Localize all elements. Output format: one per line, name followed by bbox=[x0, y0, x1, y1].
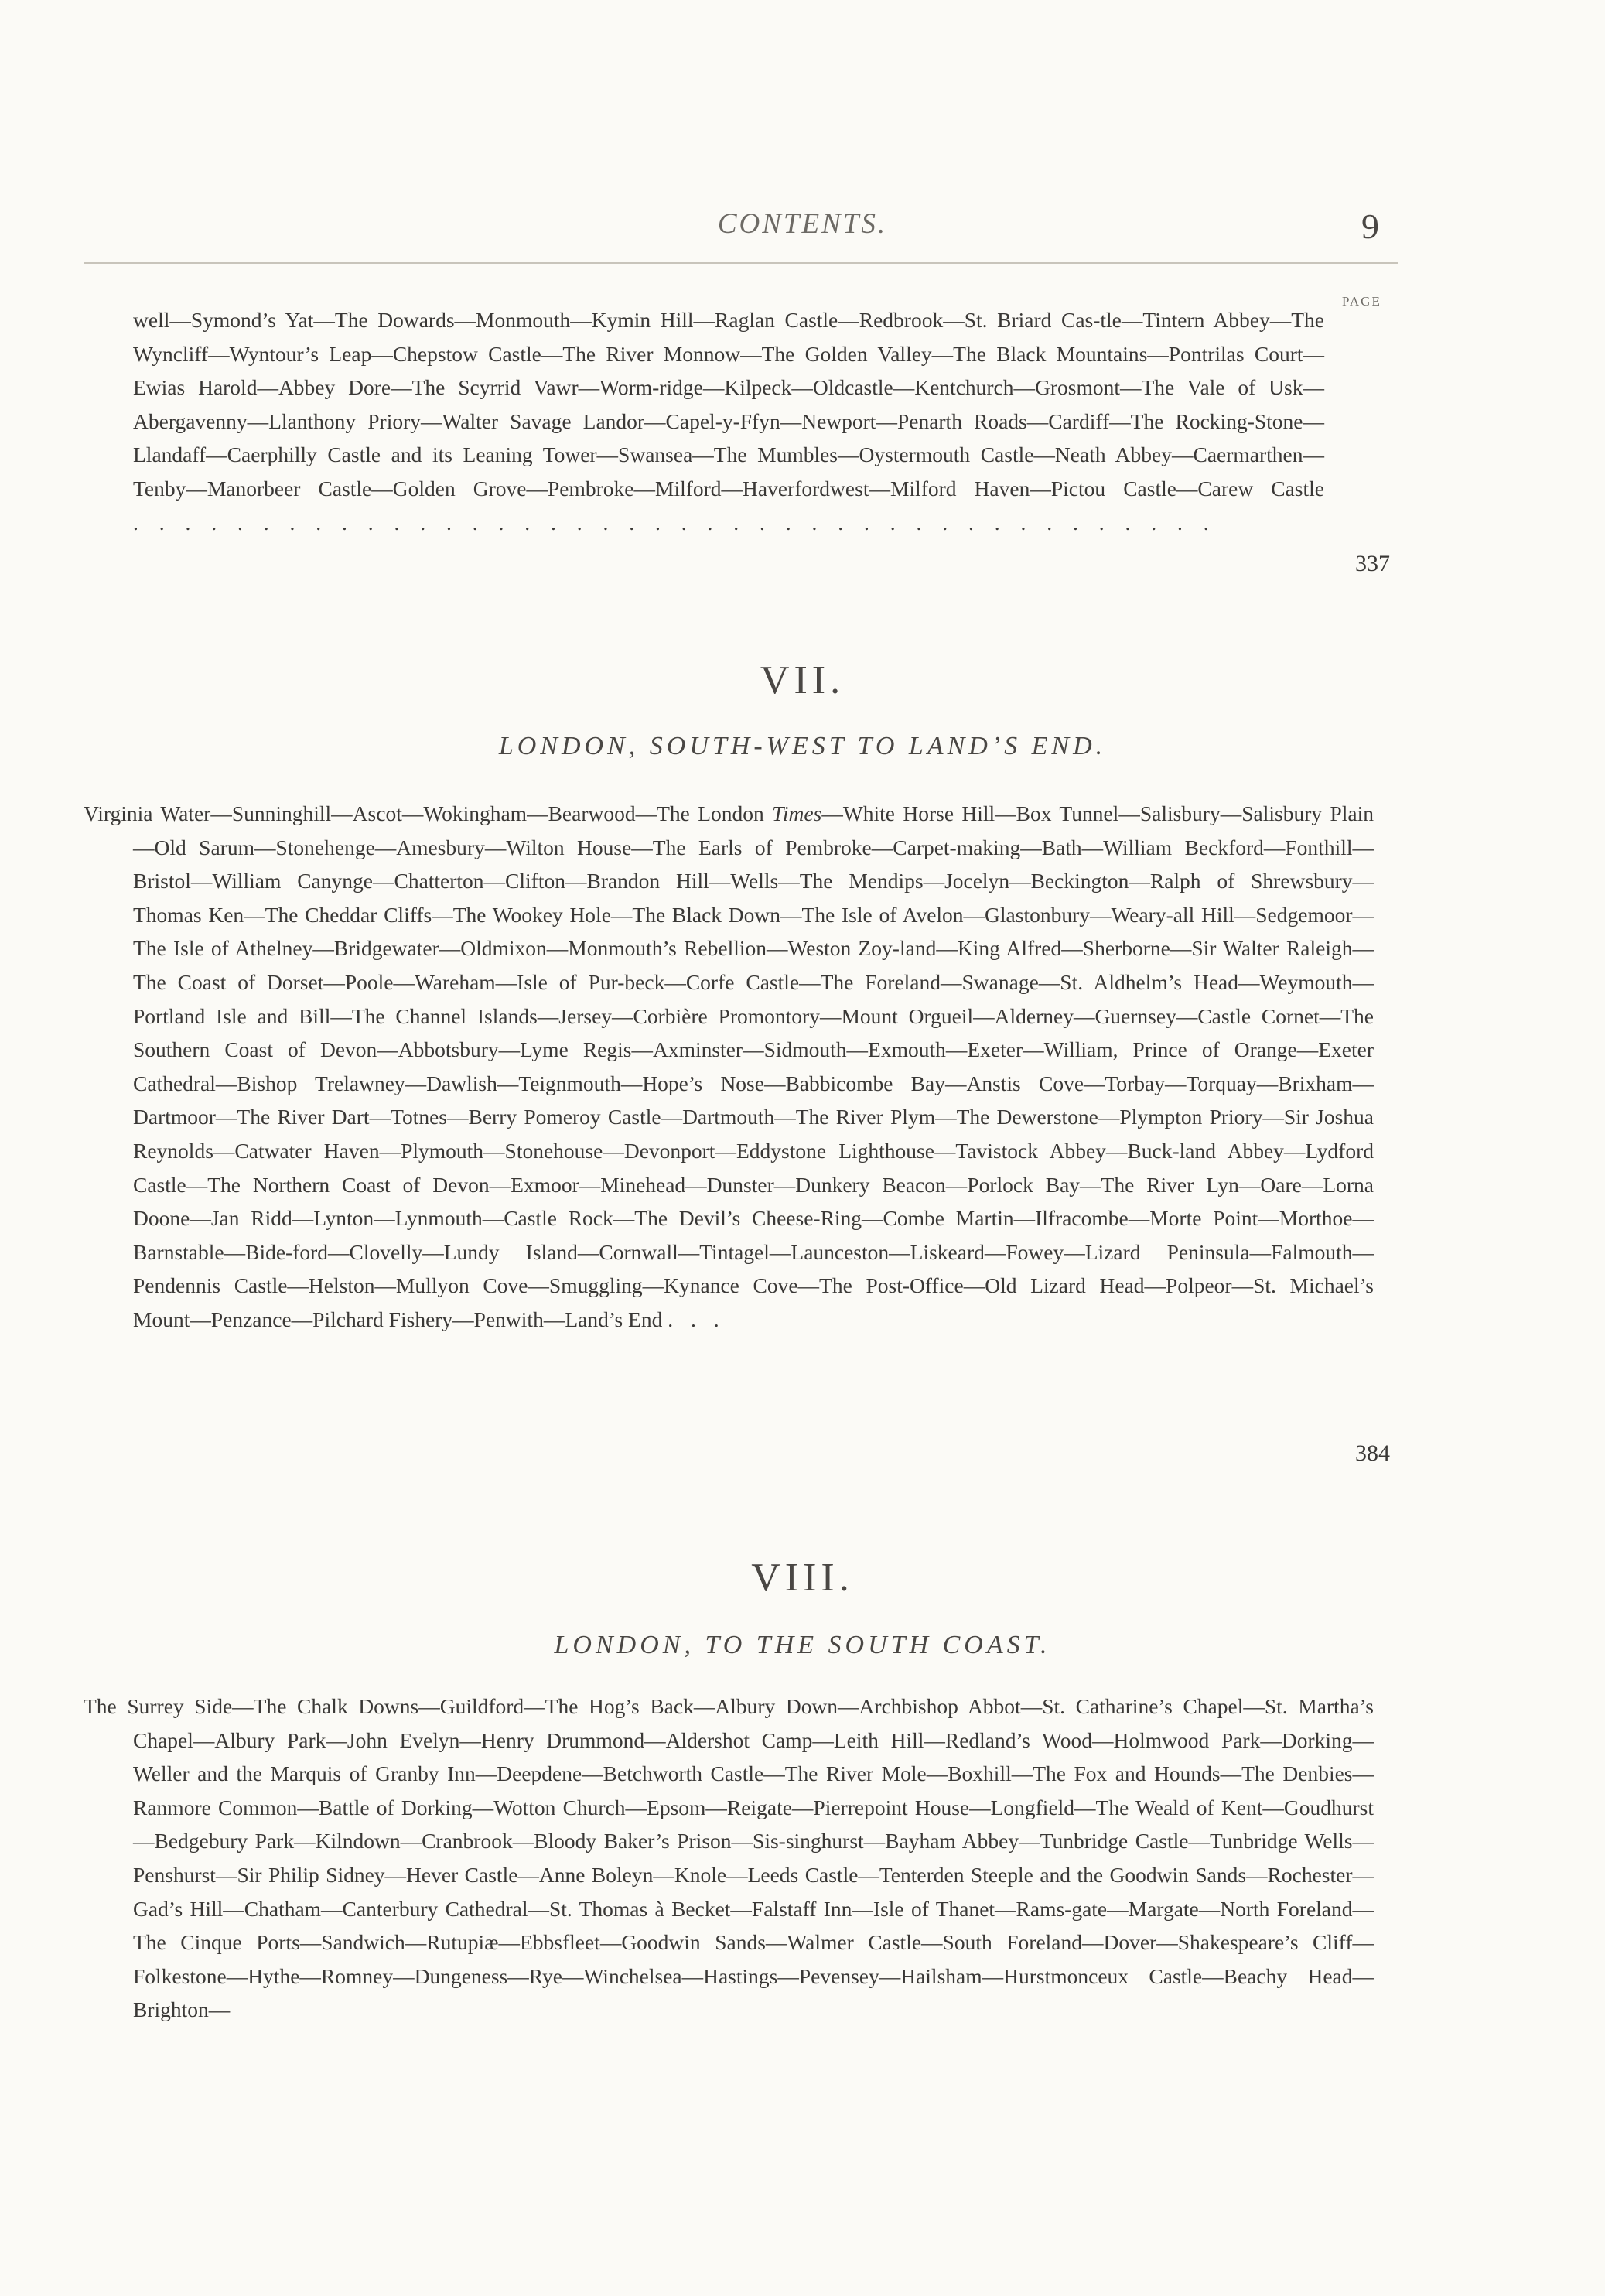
header-rule bbox=[84, 262, 1398, 264]
page-reference: 337 bbox=[1355, 551, 1390, 576]
section-title: LONDON, TO THE SOUTH COAST. bbox=[554, 1631, 1051, 1659]
dot-leader: . . . . . . . . . . . . . . . . . . . . . . . . . . . . . . . . . . . . . . . . . . bbox=[133, 510, 1217, 535]
section-vii-text: —White Horse Hill—Box Tunnel—Salisbury—Salisbury Plain—Old Sarum—Stonehenge—Amesbury—Wilton House—The Earls of Pembroke—Carpet-making—Bath—William Beckford—Fonthill—Bristol—William Canynge—Chatterton—Clifton—Brandon Hill—Wells—The Mendips—Jocelyn—Beckington—Ralph of Shrewsbury—Thomas Ken—The Cheddar Cliffs—The Wookey Hole—The Black Down—The Isle of Avelon—Glastonbury—Weary-all Hill—Sedgemoor—The Isle of Athelney—Bridgewater—Oldmixon—Monmouth’s Rebellion—Weston Zoy-land—King Alfred—Sherborne—Sir Walter Raleigh—The Coast of Dorset—Poole—Wareham—Isle of Pur-beck—Corfe Castle—The Foreland—Swanage—St. Aldhelm’s Head—Weymouth—Portland Isle and Bill—The Channel Islands—Jersey—Corbière Promontory—Mount Orgueil—Alderney—Guernsey—Castle Cornet—The Southern Coast of Devon—Abbotsbury—Lyme Regis—Axminster—Sidmouth—Exmouth—Exeter—William, Prince of Orange—Exeter Cathedral—Bishop Trelawney—Dawlish—Teignmouth—Hope’s Nose—Babbicombe Bay—Anstis Cove—Torbay—Torquay—Brixham—Dartmoor—The River Dart—Totnes—Berry Pomeroy Castle—Dartmouth—The River Plym—The Dewerstone—Plympton Priory—Sir Joshua Reynolds—Catwater Haven—Plymouth—Stonehouse—Devonport—Eddystone Lighthouse—Tavistock Abbey—Buck-land Abbey—Lydford Castle—The Northern Coast of Devon—Exmoor—Minehead—Dunster—Dunkery Beacon—Porlock Bay—The River Lyn—Oare—Lorna Doone—Jan Ridd—Lynton—Lynmouth—Castle Rock—The Devil’s Cheese-Ring—Combe Martin—Ilfracombe—Morte Point—Morthoe—Barnstable—Bide-ford—Clovelly—Lundy Island—Cornwall—Tintagel—Launceston—Liskeard—Fowey—Lizard Peninsula—Falmouth—Pendennis Castle—Helston—Mullyon Cove—Smuggling—Kynance Cove—The Post-Office—Old Lizard Head—Polpeor—St. Michael’s Mount—Penzance—Pilchard Fishery—Penwith—Land’s End bbox=[133, 801, 1374, 1331]
section-viii-contents bbox=[84, 1690, 1374, 2027]
page-reference: 384 bbox=[1355, 1440, 1390, 1466]
section-vi-text: well—Symond’s Yat—The Dowards—Monmouth—Kymin Hill—Raglan Castle—Redbrook—St. Briard Cas-tle—Tintern Abbey—The Wyncliff—Wyntour’s Leap—Chepstow Castle—The River Monnow—The Golden Valley—The Black Mountains—Pontrilas Court—Ewias Harold—Abbey Dore—The Scyrrid Vawr—Worm-ridge—Kilpeck—Oldcastle—Kentchurch—Grosmont—The Vale of Usk—Abergavenny—Llanthony Priory—Walter Savage Landor—Capel-y-Ffyn—Newport—Penarth Roads—Cardiff—The Rocking-Stone—Llandaff—Caerphilly Castle and its Leaning Tower—Swansea—The Mumbles—Oystermouth Castle—Neath Abbey—Caermarthen—Tenby—Manorbeer Castle—Golden Grove—Pembroke—Milford—Haverfordwest—Milford Haven—Pictou Castle—Carew Castle bbox=[133, 308, 1324, 501]
running-head-title: CONTENTS. bbox=[717, 208, 888, 240]
page-number: 9 bbox=[1361, 207, 1379, 246]
dot-leader: . . . bbox=[668, 1307, 726, 1331]
section-vi-contents bbox=[133, 303, 1324, 539]
section-title: LONDON, SOUTH-WEST TO LAND’S END. bbox=[498, 732, 1107, 760]
section-vii-contents bbox=[84, 797, 1374, 1337]
page-column-label: PAGE bbox=[1342, 294, 1381, 309]
section-numeral: VII. bbox=[760, 658, 845, 702]
italic-title: Times bbox=[772, 801, 822, 825]
section-numeral: VIII. bbox=[751, 1556, 854, 1600]
section-vii-text-start: Virginia Water—Sunninghill—Ascot—Wokingham—Bearwood—The London bbox=[84, 801, 773, 825]
section-viii-text: The Surrey Side—The Chalk Downs—Guildford—The Hog’s Back—Albury Down—Archbishop Abbot—St. Catharine’s Chapel—St. Martha’s Chapel—Albury Park—John Evelyn—Henry Drummond—Aldershot Camp—Leith Hill—Redland’s Wood—Holmwood Park—Dorking—Weller and the Marquis of Granby Inn—Deepdene—Betchworth Castle—The River Mole—Boxhill—The Fox and Hounds—The Denbies—Ranmore Common—Battle of Dorking—Wotton Church—Epsom—Reigate—Pierrepoint House—Longfield—The Weald of Kent—Goudhurst—Bedgebury Park—Kilndown—Cranbrook—Bloody Baker’s Prison—Sis-singhurst—Bayham Abbey—Tunbridge Castle—Tunbridge Wells—Penshurst—Sir Philip Sidney—Hever Castle—Anne Boleyn—Knole—Leeds Castle—Tenterden Steeple and the Goodwin Sands—Rochester—Gad’s Hill—Chatham—Canterbury Cathedral—St. Thomas à Becket—Falstaff Inn—Isle of Thanet—Rams-gate—Margate—North Foreland—The Cinque Ports—Sandwich—Rutupiæ—Ebbsfleet—Goodwin Sands—Walmer Castle—South Foreland—Dover—Shakespeare’s Cliff—Folkestone—Hythe—Romney—Dungeness—Rye—Winchelsea—Hastings—Pevensey—Hailsham—Hurstmonceux Castle—Beachy Head—Brighton— bbox=[84, 1694, 1374, 2022]
